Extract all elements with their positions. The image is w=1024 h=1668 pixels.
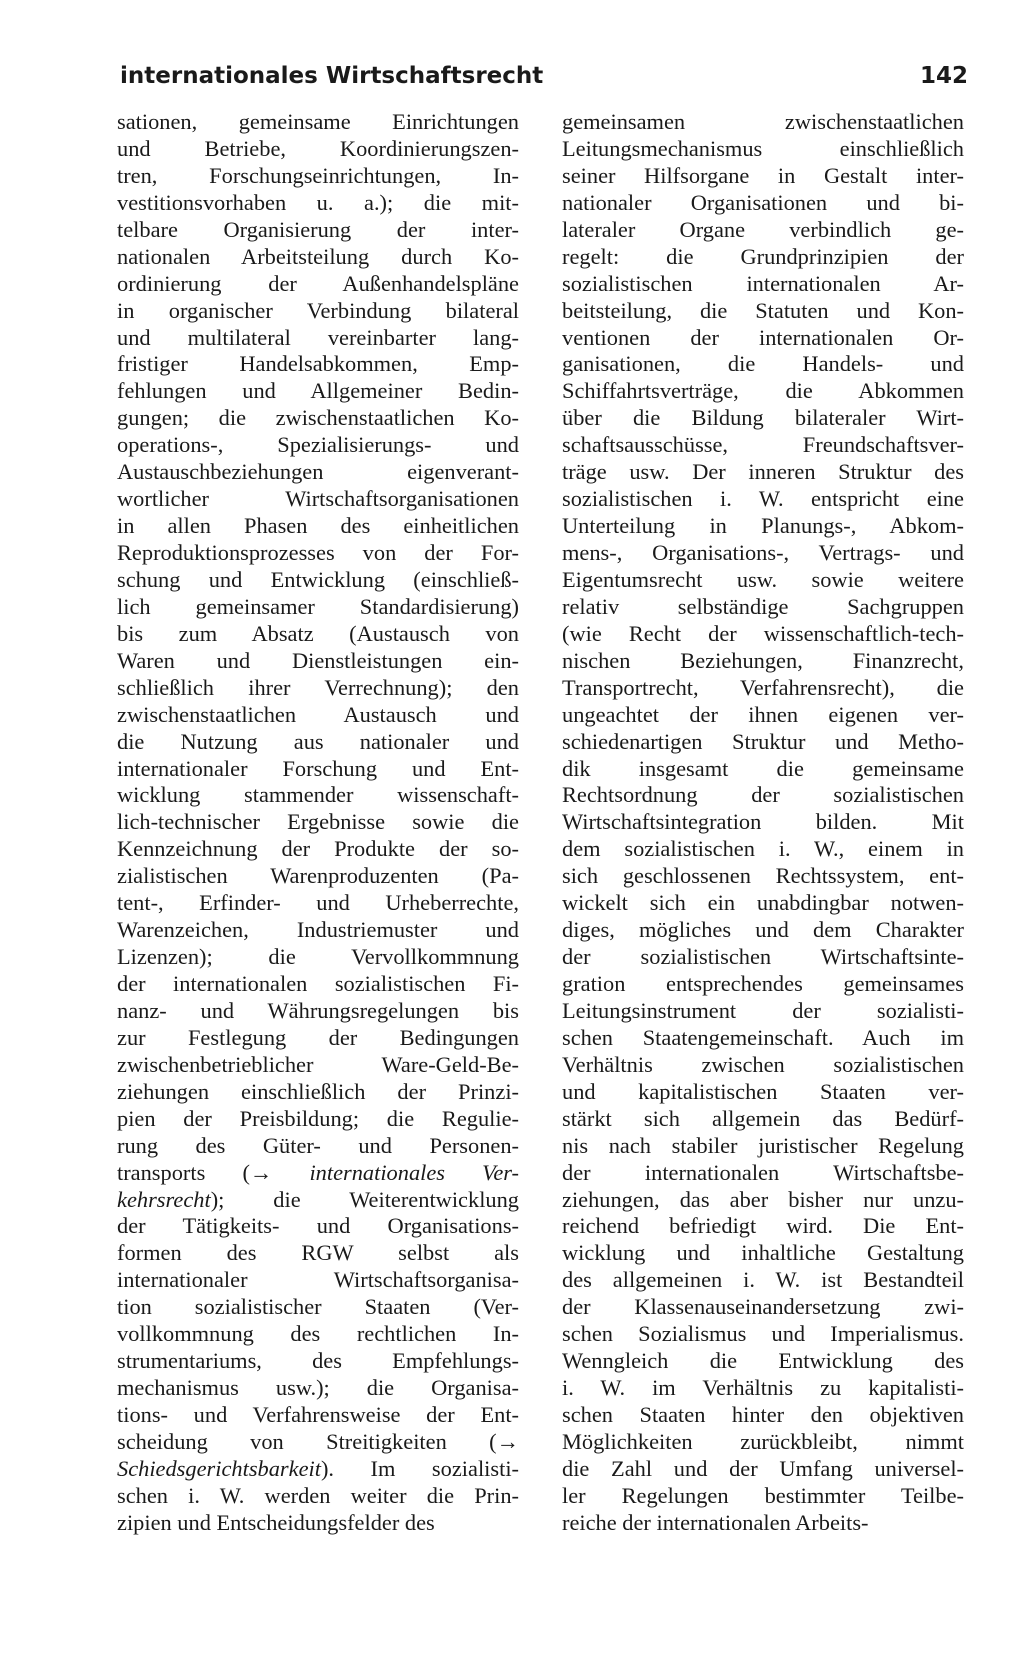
text-run: die Nutzung aus nationaler und — [117, 728, 519, 754]
text-line — [117, 1213, 519, 1240]
text-line — [117, 1348, 519, 1375]
text-line — [562, 729, 964, 756]
text-run: nis nach stabiler juristischer Regelung — [562, 1132, 964, 1158]
text-line — [117, 1187, 519, 1214]
text-line — [562, 702, 964, 729]
text-run: i. W. im Verhältnis zu kapitalisti- — [562, 1375, 964, 1401]
text-run: nationaler Organisationen und bi- — [562, 189, 964, 215]
text-line — [562, 621, 964, 648]
text-line — [562, 1348, 964, 1375]
text-run: schen Staaten hinter den objektiven — [562, 1402, 964, 1427]
text-line — [117, 325, 519, 352]
text-run: zur Festlegung der Bedingungen — [117, 1024, 519, 1050]
text-line — [562, 782, 964, 809]
text-line — [562, 1483, 964, 1510]
text-line — [117, 1294, 519, 1321]
text-line — [562, 890, 964, 917]
text-run: der Klassenauseinandersetzung zwi- — [562, 1294, 964, 1320]
text-line — [562, 540, 964, 567]
text-line — [562, 836, 964, 863]
text-line — [562, 567, 964, 594]
text-run: gemeinsamen zwischenstaatlichen — [562, 109, 964, 134]
text-line — [562, 325, 964, 352]
text-run: und multilateral vereinbarter lang- — [117, 324, 519, 350]
text-run: Austauschbeziehungen eigenverant- — [117, 459, 519, 485]
text-line — [117, 486, 519, 513]
text-line — [562, 486, 964, 513]
text-run: sationen, gemeinsame Einrichtungen — [117, 109, 519, 134]
text-line — [562, 863, 964, 890]
text-line — [117, 298, 519, 325]
text-line — [562, 432, 964, 459]
text-run: schiedenartigen Struktur und Metho- — [562, 728, 964, 754]
text-run: schließlich ihrer Verrechnung); den — [117, 674, 519, 700]
text-line — [117, 944, 519, 971]
text-line — [117, 863, 519, 890]
text-run: der Tätigkeits- und Organisations- — [117, 1213, 519, 1239]
text-line — [117, 513, 519, 540]
text-run: Unterteilung in Planungs-, Abkom- — [562, 513, 964, 539]
text-line — [117, 971, 519, 998]
text-run: zwischenbetrieblicher Ware-Geld-Be- — [117, 1051, 519, 1077]
text-run: mechanismus usw.); die Organisa- — [117, 1375, 519, 1401]
text-line — [117, 1375, 519, 1402]
text-line — [117, 675, 519, 702]
text-line — [117, 998, 519, 1025]
text-line — [562, 1375, 964, 1402]
text-line — [562, 1025, 964, 1052]
text-run: reiche der internationalen Arbeits- — [562, 1509, 869, 1535]
text-line — [562, 1267, 964, 1294]
text-run: der internationalen sozialistischen Fi- — [117, 971, 519, 996]
cross-reference: internationales Ver- — [309, 1159, 519, 1185]
text-run: stärkt sich allgemein das Bedürf- — [562, 1105, 964, 1131]
text-run: Reproduktionsprozesses von der For- — [117, 540, 519, 565]
text-line — [562, 163, 964, 190]
text-line — [117, 136, 519, 163]
text-line — [117, 1079, 519, 1106]
text-line — [562, 1294, 964, 1321]
text-line — [117, 1510, 519, 1537]
text-run: lich-technischer Ergebnisse sowie die — [117, 809, 519, 835]
text-run: schung und Entwicklung (einschließ- — [117, 566, 519, 592]
text-run: vollkommnung des rechtlichen In- — [117, 1321, 519, 1347]
text-run: zipien und Entscheidungsfelder des — [117, 1509, 435, 1535]
text-line — [117, 351, 519, 378]
text-run: schen Staatengemeinschaft. Auch im — [562, 1024, 964, 1050]
text-line — [562, 136, 964, 163]
text-line — [562, 244, 964, 271]
text-run: ler Regelungen bestimmter Teilbe- — [562, 1482, 964, 1508]
text-run: dem sozialistischen i. W., einem in — [562, 836, 964, 862]
text-line — [562, 298, 964, 325]
text-line — [562, 594, 964, 621]
text-line — [117, 1321, 519, 1348]
text-run: wickelt sich ein unabdingbar notwen- — [562, 890, 964, 916]
text-run: Verhältnis zwischen sozialistischen — [562, 1051, 964, 1077]
cross-reference: kehrsrecht — [117, 1186, 211, 1212]
text-line — [562, 675, 964, 702]
right-text-column — [562, 109, 964, 1537]
text-run: ); die Weiterentwicklung — [210, 1186, 519, 1212]
text-line — [562, 1213, 964, 1240]
text-run: schaftsausschüsse, Freundschaftsver- — [562, 432, 964, 458]
page-number: 142 — [919, 63, 968, 89]
text-line — [117, 405, 519, 432]
text-line — [562, 809, 964, 836]
text-line — [117, 432, 519, 459]
text-run: ganisationen, die Handels- und — [562, 351, 964, 377]
text-run: Möglichkeiten zurückbleibt, nimmt — [562, 1428, 964, 1454]
text-line — [562, 1456, 964, 1483]
text-run: ziehungen, das aber bisher nur unzu- — [562, 1186, 964, 1212]
text-run: lich gemeinsamer Standardisierung) — [117, 593, 519, 619]
running-head — [120, 56, 968, 96]
text-line — [117, 702, 519, 729]
text-run: sozialistischen internationalen Ar- — [562, 270, 964, 296]
text-run: tion sozialistischer Staaten (Ver- — [117, 1294, 519, 1320]
text-run: vestitionsvorhaben u. a.); die mit- — [117, 189, 519, 215]
text-run: wicklung stammender wissenschaft- — [117, 782, 519, 808]
text-line — [117, 1402, 519, 1429]
text-run: zwischenstaatlichen Austausch und — [117, 701, 519, 727]
text-line — [562, 917, 964, 944]
text-line — [117, 836, 519, 863]
text-run: tren, Forschungseinrichtungen, In- — [117, 162, 519, 188]
text-run: tions- und Verfahrensweise der Ent- — [117, 1402, 519, 1427]
text-run: Wirtschaftsintegration bilden. Mit — [562, 809, 964, 835]
text-line — [117, 1133, 519, 1160]
text-line — [117, 1052, 519, 1079]
text-line — [562, 756, 964, 783]
text-line — [117, 1267, 519, 1294]
text-run: rung des Güter- und Personen- — [117, 1132, 519, 1158]
text-run: über die Bildung bilateraler Wirt- — [562, 405, 964, 431]
text-line — [117, 244, 519, 271]
text-line — [562, 944, 964, 971]
text-run: in organischer Verbindung bilateral — [117, 297, 519, 323]
text-run: relativ selbständige Sachgruppen — [562, 593, 964, 619]
text-line — [117, 271, 519, 298]
text-line — [117, 648, 519, 675]
text-run: wicklung und inhaltliche Gestaltung — [562, 1240, 964, 1266]
text-run: pien der Preisbildung; die Regulie- — [117, 1105, 519, 1131]
text-run: und Betriebe, Koordinierungszen- — [117, 135, 519, 161]
text-run: strumentariums, des Empfehlungs- — [117, 1348, 519, 1374]
text-run: seiner Hilfsorgane in Gestalt inter- — [562, 162, 964, 188]
text-line — [117, 163, 519, 190]
text-line — [117, 729, 519, 756]
text-line — [562, 217, 964, 244]
text-run: bis zum Absatz (Austausch von — [117, 620, 519, 646]
text-line — [117, 621, 519, 648]
text-run: dik insgesamt die gemeinsame — [562, 755, 964, 781]
text-line — [117, 109, 519, 136]
text-line — [117, 756, 519, 783]
text-run: fristiger Handelsabkommen, Emp- — [117, 351, 519, 377]
text-run: Rechtsordnung der sozialistischen — [562, 782, 964, 808]
text-run: regelt: die Grundprinzipien der — [562, 243, 964, 269]
text-run: fehlungen und Allgemeiner Bedin- — [117, 378, 519, 404]
text-run: lateraler Organe verbindlich ge- — [562, 216, 964, 242]
text-run: Schiffahrtsverträge, die Abkommen — [562, 378, 964, 404]
text-run: mens-, Organisations-, Vertrags- und — [562, 540, 964, 565]
text-line — [117, 1106, 519, 1133]
text-line — [117, 1025, 519, 1052]
text-line — [562, 1187, 964, 1214]
text-line — [117, 1160, 519, 1187]
text-run: Warenzeichen, Industriemuster und — [117, 917, 519, 943]
text-run: internationaler Wirtschaftsorganisa- — [117, 1267, 519, 1293]
text-run: Eigentumsrecht usw. sowie weitere — [562, 566, 964, 592]
text-line — [562, 190, 964, 217]
text-run: wortlicher Wirtschaftsorganisationen — [117, 486, 519, 512]
text-line — [562, 1429, 964, 1456]
text-run: ungeachtet der ihnen eigenen ver- — [562, 701, 964, 727]
text-run: Kennzeichnung der Produkte der so- — [117, 836, 519, 862]
text-line — [117, 567, 519, 594]
text-run: ventionen der internationalen Or- — [562, 324, 964, 350]
text-line — [117, 540, 519, 567]
text-run: Transportrecht, Verfahrensrecht), die — [562, 674, 964, 700]
text-line — [117, 1240, 519, 1267]
text-line — [562, 1321, 964, 1348]
text-line — [117, 190, 519, 217]
text-line — [562, 1106, 964, 1133]
text-run: Lizenzen); die Vervollkommnung — [117, 944, 519, 970]
text-run: internationaler Forschung und Ent- — [117, 755, 519, 781]
text-run: beitsteilung, die Statuten und Kon- — [562, 297, 964, 323]
text-line — [562, 378, 964, 405]
text-line — [117, 594, 519, 621]
text-run: telbare Organisierung der inter- — [117, 216, 519, 242]
text-line — [562, 1402, 964, 1429]
text-run: Wenngleich die Entwicklung des — [562, 1348, 964, 1374]
text-line — [562, 1510, 964, 1537]
text-line — [562, 648, 964, 675]
text-line — [562, 405, 964, 432]
text-line — [562, 459, 964, 486]
text-run: (wie Recht der wissenschaftlich-tech- — [562, 620, 964, 646]
text-line — [562, 1160, 964, 1187]
text-run: nischen Beziehungen, Finanzrecht, — [562, 647, 964, 673]
text-run: tent-, Erfinder- und Urheberrechte, — [117, 890, 519, 916]
text-run: schen i. W. werden weiter die Prin- — [117, 1482, 519, 1508]
text-line — [562, 351, 964, 378]
text-run: sich geschlossenen Rechtssystem, ent- — [562, 863, 964, 889]
text-line — [117, 917, 519, 944]
text-line — [562, 1079, 964, 1106]
text-run: sozialistischen i. W. entspricht eine — [562, 486, 964, 512]
text-run: gungen; die zwischenstaatlichen Ko- — [117, 405, 519, 431]
text-line — [562, 971, 964, 998]
text-line — [117, 1456, 519, 1483]
text-line — [117, 1429, 519, 1456]
text-line — [117, 217, 519, 244]
text-run: nanz- und Währungsregelungen bis — [117, 997, 519, 1023]
text-line — [562, 998, 964, 1025]
text-run: transports (→ — [117, 1159, 273, 1185]
text-line — [117, 809, 519, 836]
text-line — [562, 513, 964, 540]
text-line — [562, 1133, 964, 1160]
text-line — [562, 1052, 964, 1079]
text-run: Leitungsinstrument der sozialisti- — [562, 997, 964, 1023]
text-line — [117, 782, 519, 809]
text-run: träge usw. Der inneren Struktur des — [562, 459, 964, 485]
running-head-title: internationales Wirtschaftsrecht — [120, 63, 544, 89]
text-run: ). Im sozialisti- — [320, 1455, 519, 1481]
text-line — [117, 890, 519, 917]
cross-reference: Schiedsgerichtsbarkeit — [117, 1455, 321, 1481]
text-run: nationalen Arbeitsteilung durch Ko- — [117, 243, 519, 269]
text-run: Waren und Dienstleistungen ein- — [117, 647, 519, 673]
text-run: reichend befriedigt wird. Die Ent- — [562, 1213, 964, 1239]
text-run: ordinierung der Außenhandelspläne — [117, 270, 519, 296]
text-run: schen Sozialismus und Imperialismus. — [562, 1321, 964, 1347]
text-run: formen des RGW selbst als — [117, 1240, 519, 1266]
text-line — [117, 459, 519, 486]
text-line — [117, 378, 519, 405]
left-text-column — [117, 109, 519, 1537]
text-run: der internationalen Wirtschaftsbe- — [562, 1159, 964, 1185]
text-run: und kapitalistischen Staaten ver- — [562, 1078, 964, 1104]
text-line — [562, 109, 964, 136]
text-run: der sozialistischen Wirtschaftsinte- — [562, 944, 964, 970]
text-run: diges, mögliches und dem Charakter — [562, 917, 964, 943]
text-run: scheidung von Streitigkeiten (→ — [117, 1428, 519, 1454]
text-run: ziehungen einschließlich der Prinzi- — [117, 1078, 519, 1104]
text-line — [562, 271, 964, 298]
text-run: operations-, Spezialisierungs- und — [117, 432, 519, 458]
text-run: des allgemeinen i. W. ist Bestandteil — [562, 1267, 964, 1293]
text-run: zialistischen Warenproduzenten (Pa- — [117, 863, 519, 889]
text-run: in allen Phasen des einheitlichen — [117, 513, 519, 539]
text-run: die Zahl und der Umfang universel- — [562, 1455, 964, 1481]
text-run: gration entsprechendes gemeinsames — [562, 971, 964, 996]
text-line — [117, 1483, 519, 1510]
text-run: Leitungsmechanismus einschließlich — [562, 135, 964, 161]
text-line — [562, 1240, 964, 1267]
